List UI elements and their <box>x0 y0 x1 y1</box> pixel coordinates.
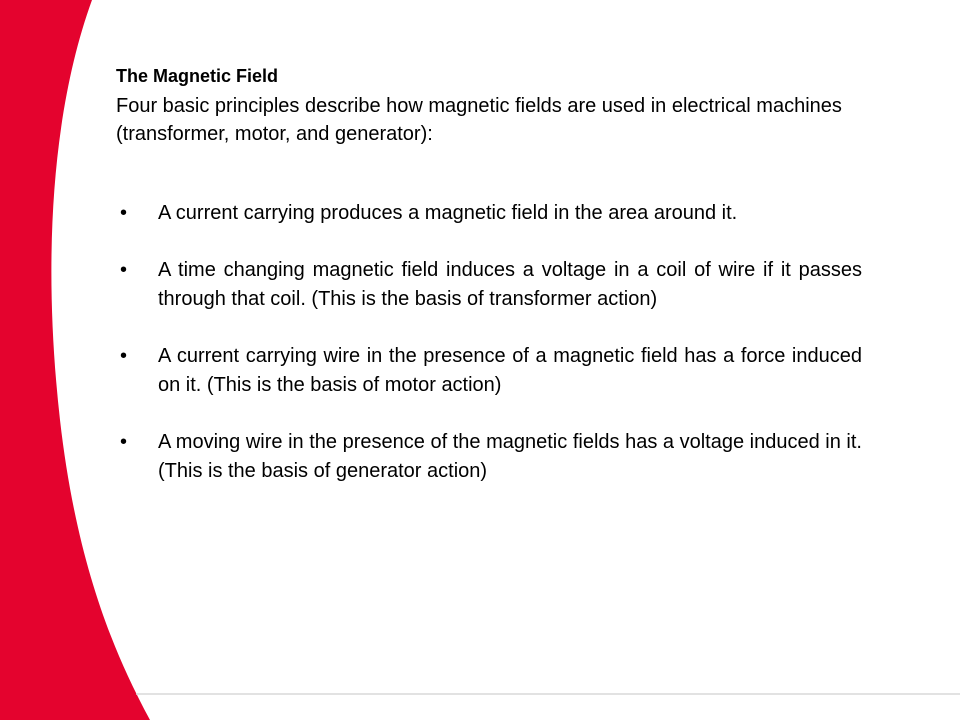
bullet-icon: • <box>120 202 128 224</box>
bullet-icon: • <box>120 431 128 453</box>
list-item <box>116 428 862 486</box>
bullet-text: A current carrying wire in the presence of a magnetic field has a force induced on it. (This is the basis of motor action) <box>158 345 862 396</box>
bullet-icon: • <box>120 259 128 281</box>
list-item <box>116 342 862 400</box>
bullet-text: A current carrying produces a magnetic field in the area around it. <box>158 202 738 224</box>
slide-title: The Magnetic Field <box>116 66 279 86</box>
list-item <box>116 199 862 228</box>
intro-paragraph: Four basic principles describe how magnetic fields are used in electrical machines (transformer, motor, and generator): <box>116 95 842 145</box>
principles-list <box>116 199 862 514</box>
bullet-text: A time changing magnetic field induces a voltage in a coil of wire if it passes through that coil. (This is the basis of transformer action) <box>158 259 862 310</box>
bullet-icon: • <box>120 345 128 367</box>
list-item <box>116 256 862 314</box>
bullet-text: A moving wire in the presence of the magnetic fields has a voltage induced in it. (This is the basis of generator action) <box>158 431 862 482</box>
